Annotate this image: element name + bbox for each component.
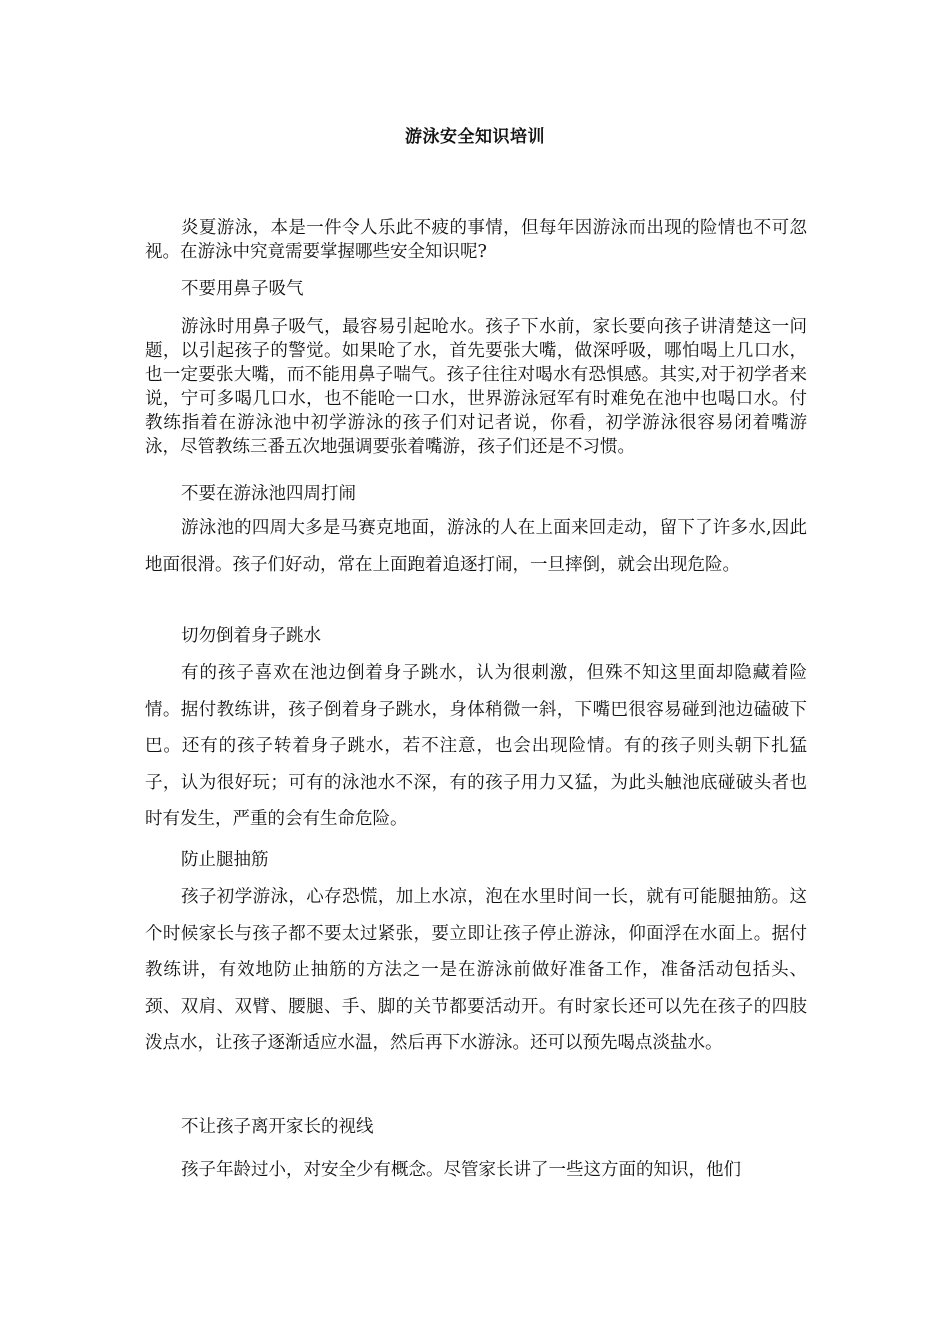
section-body-prevent-cramps: 孩子初学游泳，心存恐慌，加上水凉，泡在水里时间一长，就有可能腿抽筋。这个时候家长与孩子都不要太过紧张，要立即让孩子停止游泳，仰面浮在水面上。据付教练讲，有效地防止抽筋的方法之一是在游泳前做好准备工作，准备活动包括头、颈、双肩、双臂、腰腿、手、脚的关节都要活动开。有时家长还可以先在孩子的四肢泼点水，让孩子逐渐适应水温，然后再下水游泳。还可以预先喝点淡盐水。 <box>145 887 807 1053</box>
section-body-keep-child-in-sight: 孩子年龄过小，对安全少有概念。尽管家长讲了一些这方面的知识，他们 <box>181 1160 741 1180</box>
section-body-no-backward-diving: 有的孩子喜欢在池边倒着身子跳水，认为很刺激，但殊不知这里面却隐藏着险情。据付教练讲，孩子倒着身子跳水，身体稍微一斜，下嘴巴很容易碰到池边磕破下巴。还有的孩子转着身子跳水，若不注意，也会出现险情。有的孩子则头朝下扎猛子，认为很好玩；可有的泳池水不深，有的孩子用力又猛，为此头触池底碰破头者也时有发生，严重的会有生命危险。 <box>145 663 807 829</box>
document-title: 游泳安全知识培训 <box>405 127 545 147</box>
section-heading-nose-breathing: 不要用鼻子吸气 <box>181 279 304 299</box>
section-body-nose-breathing: 游泳时用鼻子吸气，最容易引起呛水。孩子下水前，家长要向孩子讲清楚这一问题，以引起孩子的警觉。如果呛了水，首先要张大嘴，做深呼吸，哪怕喝上几口水，也一定要张大嘴，而不能用鼻子喘气。孩子往往对喝水有恐惧感。其实,对于初学者来说，宁可多喝几口水，也不能呛一口水，世界游泳冠军有时难免在池中也喝口水。付教练指着在游泳池中初学游泳的孩子们对记者说，你看，初学游泳很容易闭着嘴游泳，尽管教练三番五次地强调要张着嘴游，孩子们还是不习惯。 <box>145 317 807 457</box>
section-body-no-playing-poolside: 游泳池的四周大多是马赛克地面，游泳的人在上面来回走动，留下了许多水,因此地面很滑。孩子们好动，常在上面跑着追逐打闹，一旦摔倒，就会出现危险。 <box>145 518 807 575</box>
section-heading-keep-child-in-sight: 不让孩子离开家长的视线 <box>181 1117 374 1137</box>
section-heading-prevent-cramps: 防止腿抽筋 <box>181 850 269 870</box>
intro-paragraph: 炎夏游泳，本是一件令人乐此不疲的事情，但每年因游泳而出现的险情也不可忽视。在游泳中究竟需要掌握哪些安全知识呢? <box>145 218 807 262</box>
section-heading-no-playing-poolside: 不要在游泳池四周打闹 <box>181 484 356 504</box>
section-heading-no-backward-diving: 切勿倒着身子跳水 <box>181 626 321 646</box>
